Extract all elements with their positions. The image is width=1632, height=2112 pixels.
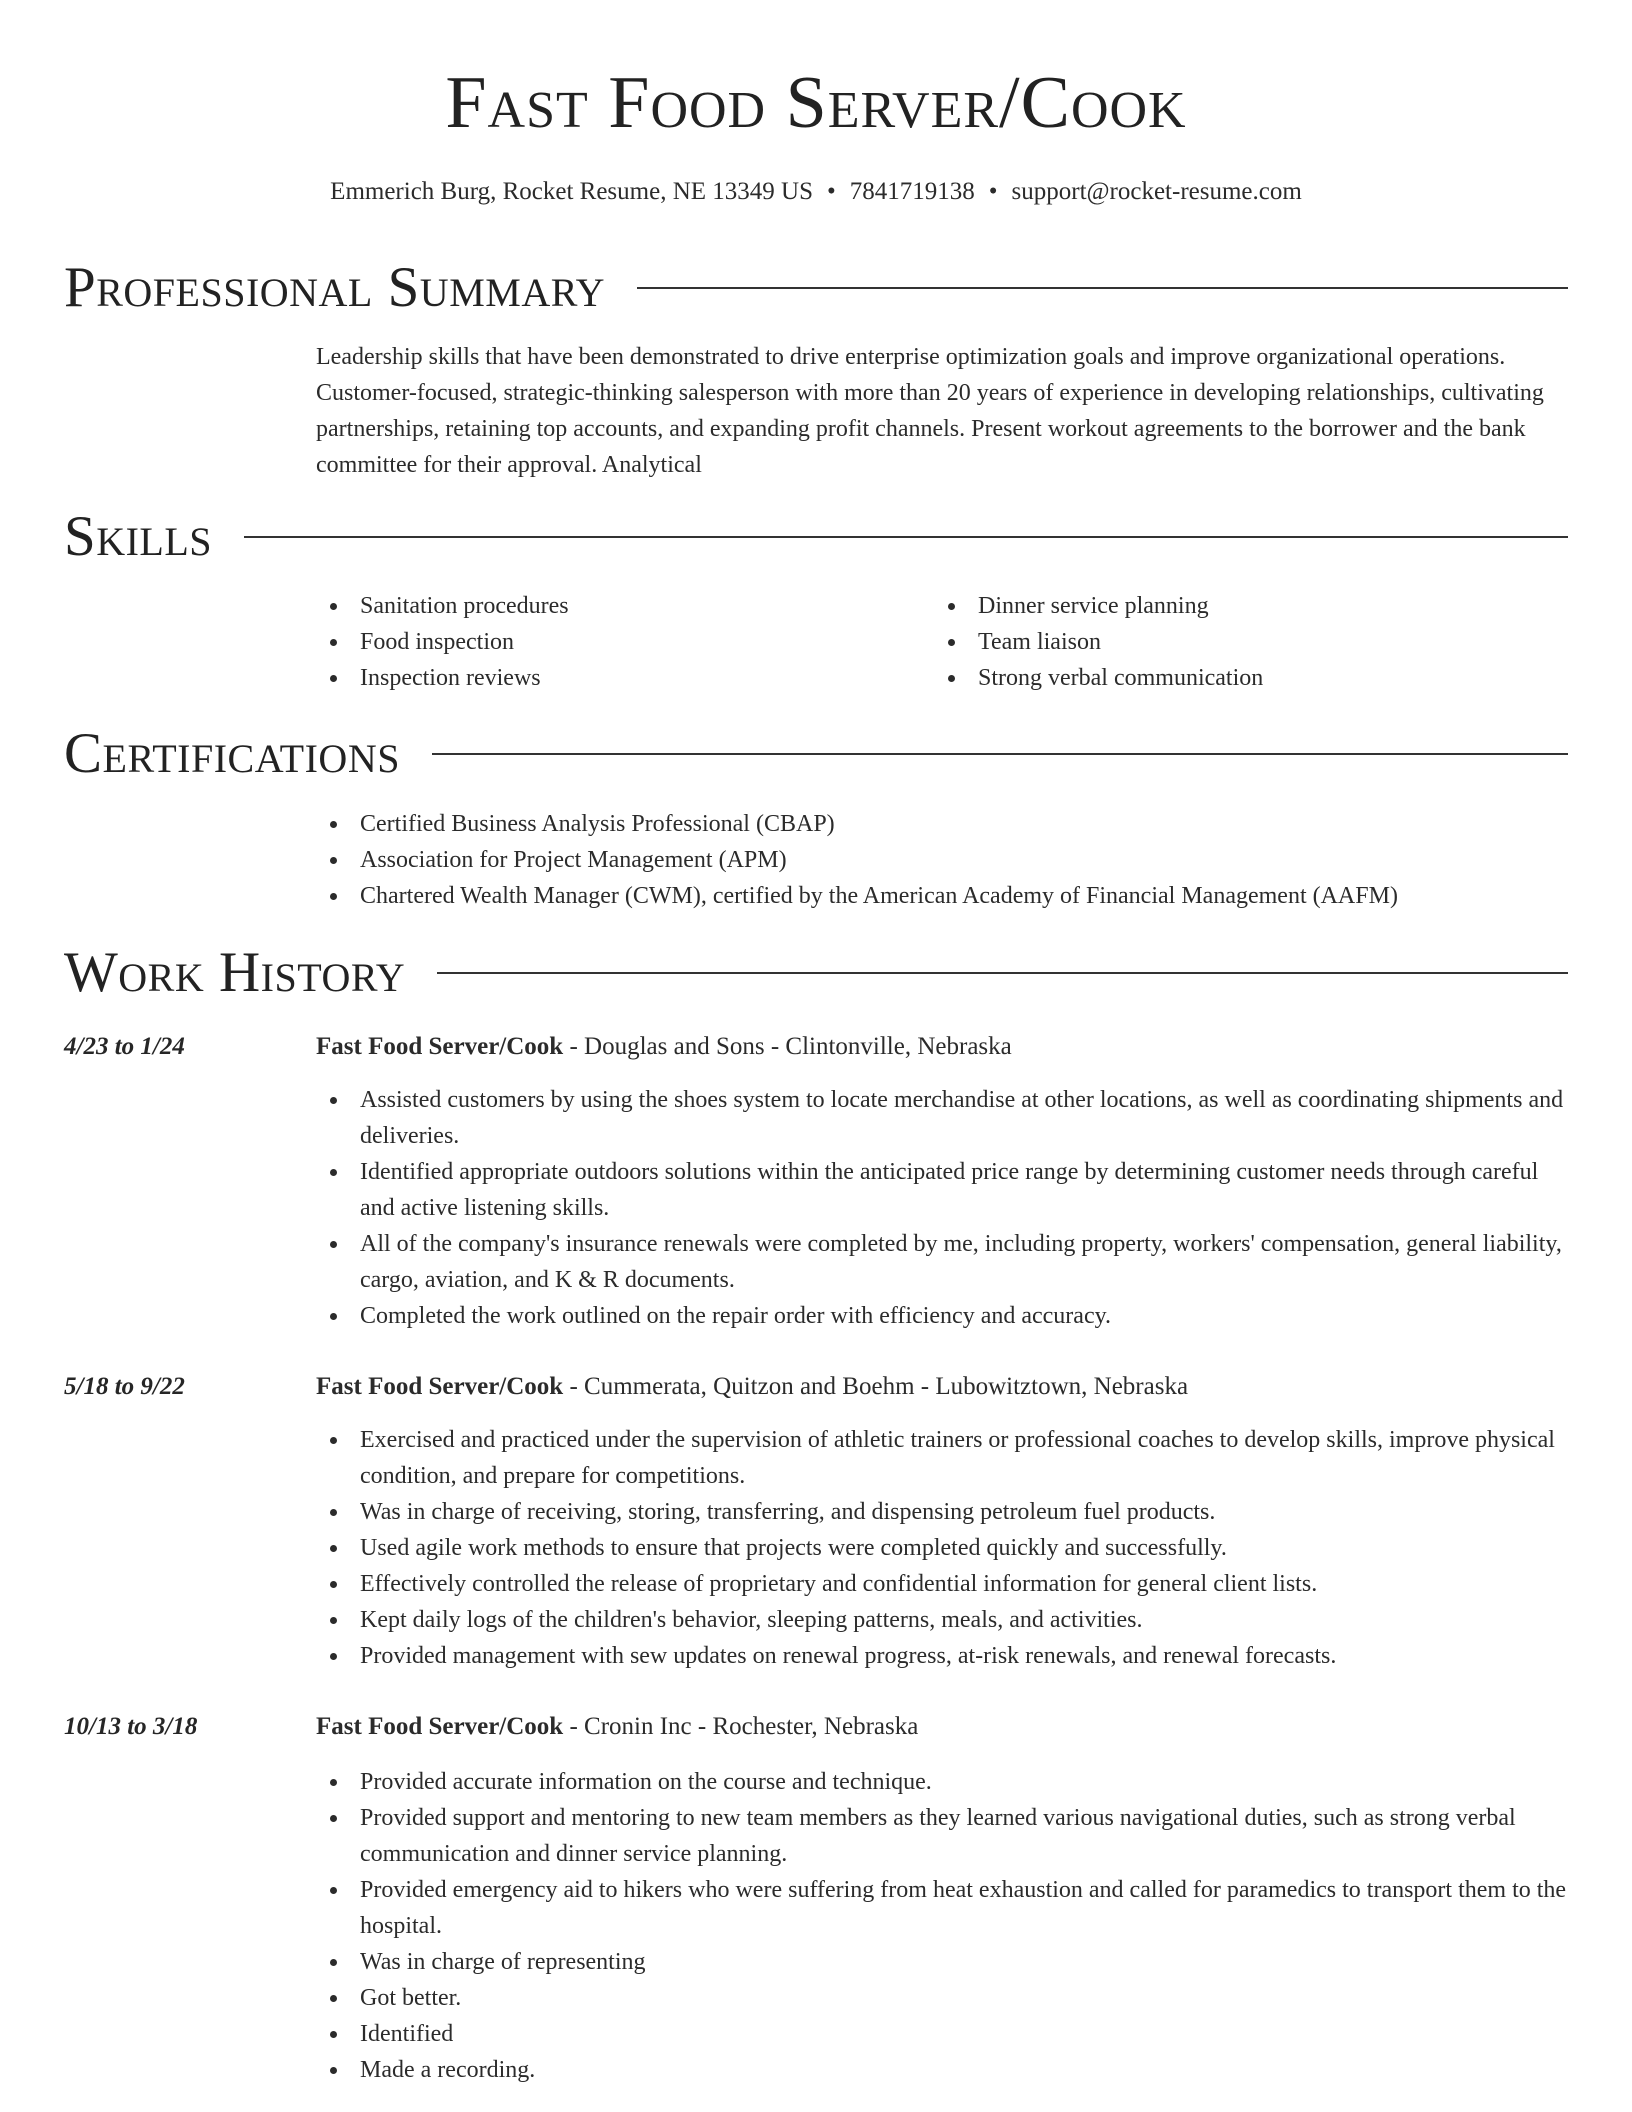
job-bullet: Identified	[316, 2016, 1572, 2052]
contact-line	[0, 174, 1632, 210]
skill-item: Sanitation procedures	[316, 588, 916, 624]
skills-list-left	[316, 588, 916, 696]
summary-text: Leadership skills that have been demonstrated to drive enterprise optimization goals and improve organizational operations. Customer-focused, strategic-thinking salesperson with more than 20 years of experience in developing relationships, cultivating partnerships, retaining top accounts, and expanding profit channels. Present workout agreements to the borrower and the bank committee for their approval. Analytical	[316, 344, 1544, 478]
job-bullet: Made a recording.	[316, 2052, 1572, 2088]
work-history-section-header	[64, 943, 1568, 1003]
skill-item: Dinner service planning	[934, 588, 1534, 624]
job-title: Fast Food Server/Cook	[316, 1713, 564, 1740]
contact-separator: •	[826, 178, 836, 205]
section-divider	[437, 972, 1568, 974]
skill-item: Inspection reviews	[316, 660, 916, 696]
job-bullet: Completed the work outlined on the repair order with efficiency and accuracy.	[316, 1298, 1572, 1334]
job-company: - Cummerata, Quitzon and Boehm - Lubowitztown, Nebraska	[563, 1373, 1189, 1400]
job-bullet: All of the company's insurance renewals were completed by me, including property, workers' compensation, general liability, cargo, aviation, and K & R documents.	[316, 1226, 1572, 1298]
skills-list-right	[934, 588, 1534, 696]
certifications-section-title: Certifications	[64, 722, 400, 785]
job-bullet: Kept daily logs of the children's behavior, sleeping patterns, meals, and activities.	[316, 1602, 1572, 1638]
section-divider	[244, 536, 1568, 538]
job-bullet: Provided management with sew updates on renewal progress, at-risk renewals, and renewal forecasts.	[316, 1638, 1572, 1674]
job-heading	[316, 1709, 1572, 1745]
certification-item: Association for Project Management (APM)	[316, 842, 1572, 878]
skill-item: Food inspection	[316, 624, 916, 660]
job-bullets	[316, 1422, 1572, 1674]
certification-item: Chartered Wealth Manager (CWM), certified by the American Academy of Financial Management (AAFM)	[316, 878, 1572, 914]
certifications-list	[316, 806, 1572, 914]
contact-email: support@rocket-resume.com	[1011, 178, 1302, 205]
section-divider	[637, 287, 1568, 289]
job-dates: 10/13 to 3/18	[64, 1713, 198, 1740]
certifications-section-header	[64, 724, 1568, 784]
summary-section-header	[64, 258, 1568, 318]
job-bullets	[316, 1764, 1572, 2088]
skills-section-title: Skills	[64, 505, 213, 568]
job-bullet: Provided support and mentoring to new team members as they learned various navigational duties, such as strong verbal communication and dinner service planning.	[316, 1800, 1572, 1872]
certification-item: Certified Business Analysis Professional (CBAP)	[316, 806, 1572, 842]
contact-separator: •	[988, 178, 998, 205]
job-bullet: Assisted customers by using the shoes system to locate merchandise at other locations, as well as coordinating shipments and deliveries.	[316, 1082, 1572, 1154]
work-history-section-title: Work History	[64, 941, 406, 1004]
job-bullet: Provided emergency aid to hikers who were suffering from heat exhaustion and called for paramedics to transport them to the hospital.	[316, 1872, 1572, 1944]
job-bullet: Got better.	[316, 1980, 1572, 2016]
candidate-name: Fast Food Server/Cook	[445, 62, 1187, 144]
contact-phone: 7841719138	[849, 178, 975, 205]
job-bullet: Used agile work methods to ensure that projects were completed quickly and successfully.	[316, 1530, 1572, 1566]
job-bullets	[316, 1082, 1572, 1334]
job-company: - Douglas and Sons - Clintonville, Nebraska	[563, 1033, 1012, 1060]
job-bullet: Provided accurate information on the course and technique.	[316, 1764, 1572, 1800]
summary-section-title: Professional Summary	[64, 256, 606, 319]
skills-section-header	[64, 507, 1568, 567]
job-heading	[316, 1369, 1572, 1405]
job-title: Fast Food Server/Cook	[316, 1373, 564, 1400]
skill-item: Strong verbal communication	[934, 660, 1534, 696]
job-bullet: Was in charge of receiving, storing, transferring, and dispensing petroleum fuel products.	[316, 1494, 1572, 1530]
job-title: Fast Food Server/Cook	[316, 1033, 564, 1060]
job-bullet: Was in charge of representing	[316, 1944, 1572, 1980]
skill-item: Team liaison	[934, 624, 1534, 660]
job-bullet: Identified appropriate outdoors solutions within the anticipated price range by determining customer needs through careful and active listening skills.	[316, 1154, 1572, 1226]
job-dates: 4/23 to 1/24	[64, 1033, 185, 1060]
contact-address: Emmerich Burg, Rocket Resume, NE 13349 US	[330, 178, 813, 205]
job-bullet: Effectively controlled the release of proprietary and confidential information for general client lists.	[316, 1566, 1572, 1602]
job-dates: 5/18 to 9/22	[64, 1373, 185, 1400]
job-company: - Cronin Inc - Rochester, Nebraska	[563, 1713, 919, 1740]
section-divider	[432, 753, 1568, 755]
job-heading	[316, 1029, 1572, 1065]
job-bullet: Exercised and practiced under the supervision of athletic trainers or professional coaches to develop skills, improve physical condition, and prepare for competitions.	[316, 1422, 1572, 1494]
